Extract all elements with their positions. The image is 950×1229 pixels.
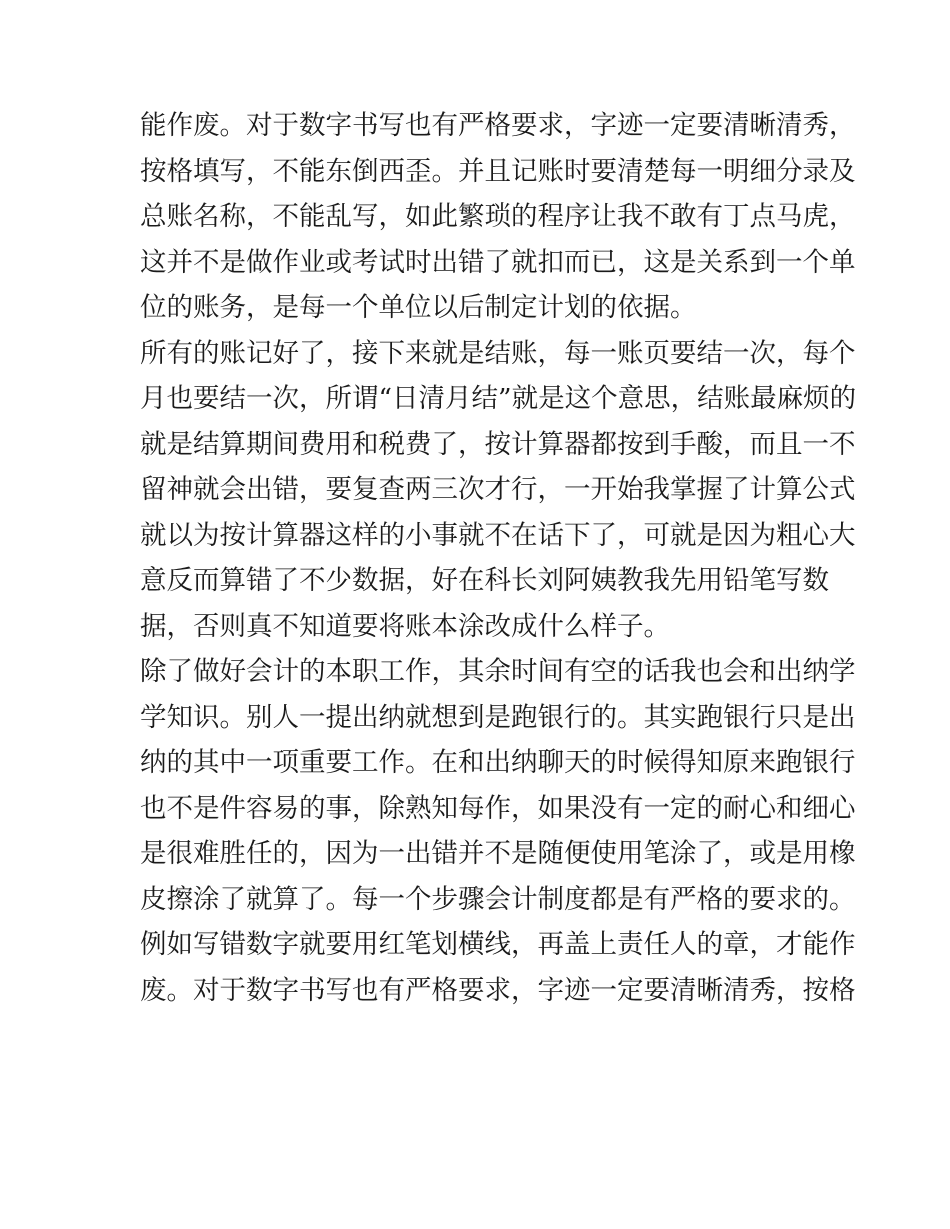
text-line: 位的账务，是每一个单位以后制定计划的依据。 xyxy=(140,292,697,323)
paragraph-3 xyxy=(140,649,856,1013)
text-line: 月也要结一次，所谓“日清月结”就是这个意思，结账最麻烦的 xyxy=(140,383,857,414)
text-line: 就以为按计算器这样的小事就不在话下了，可就是因为粗心大 xyxy=(140,519,856,551)
text-line: 学知识。别人一提出纳就想到是跑银行的。其实跑银行只是出 xyxy=(140,701,856,733)
text-line: 按格填写，不能东倒西歪。并且记账时要清楚每一明细分录及 xyxy=(140,155,856,187)
document-body xyxy=(140,103,857,1013)
paragraph-2 xyxy=(140,331,857,650)
text-line: 皮擦涂了就算了。每一个步骤会计制度都是有严格的要求的。 xyxy=(140,883,856,915)
text-line: 是很难胜任的，因为一出错并不是随便使用笔涂了，或是用橡 xyxy=(140,838,856,869)
text-line: 这并不是做作业或考试时出错了就扣而已，这是关系到一个单 xyxy=(140,246,856,278)
text-line: 据，否则真不知道要将账本涂改成什么样子。 xyxy=(140,610,670,642)
text-line: 就是结算期间费用和税费了，按计算器都按到手酸，而且一不 xyxy=(140,428,856,460)
paragraph-1 xyxy=(140,103,856,331)
text-line: 意反而算错了不少数据，好在科长刘阿姨教我先用铅笔写数 xyxy=(140,565,829,596)
text-line: 总账名称，不能乱写，如此繁琐的程序让我不敢有丁点马虎， xyxy=(140,201,856,232)
text-line: 能作废。对于数字书写也有严格要求，字迹一定要清晰清秀， xyxy=(140,110,856,141)
text-line: 除了做好会计的本职工作，其余时间有空的话我也会和出纳学 xyxy=(140,656,856,687)
text-line: 废。对于数字书写也有严格要求，字迹一定要清晰清秀，按格 xyxy=(140,974,856,1006)
text-line: 所有的账记好了，接下来就是结账，每一账页要结一次，每个 xyxy=(140,337,856,369)
text-line: 纳的其中一项重要工作。在和出纳聊天的时候得知原来跑银行 xyxy=(140,747,856,778)
text-line: 也不是件容易的事，除熟知每作，如果没有一定的耐心和细心 xyxy=(140,792,856,824)
text-line: 留神就会出错，要复查两三次才行，一开始我掌握了计算公式 xyxy=(140,474,856,505)
text-line: 例如写错数字就要用红笔划横线，再盖上责任人的章，才能作 xyxy=(140,929,856,960)
